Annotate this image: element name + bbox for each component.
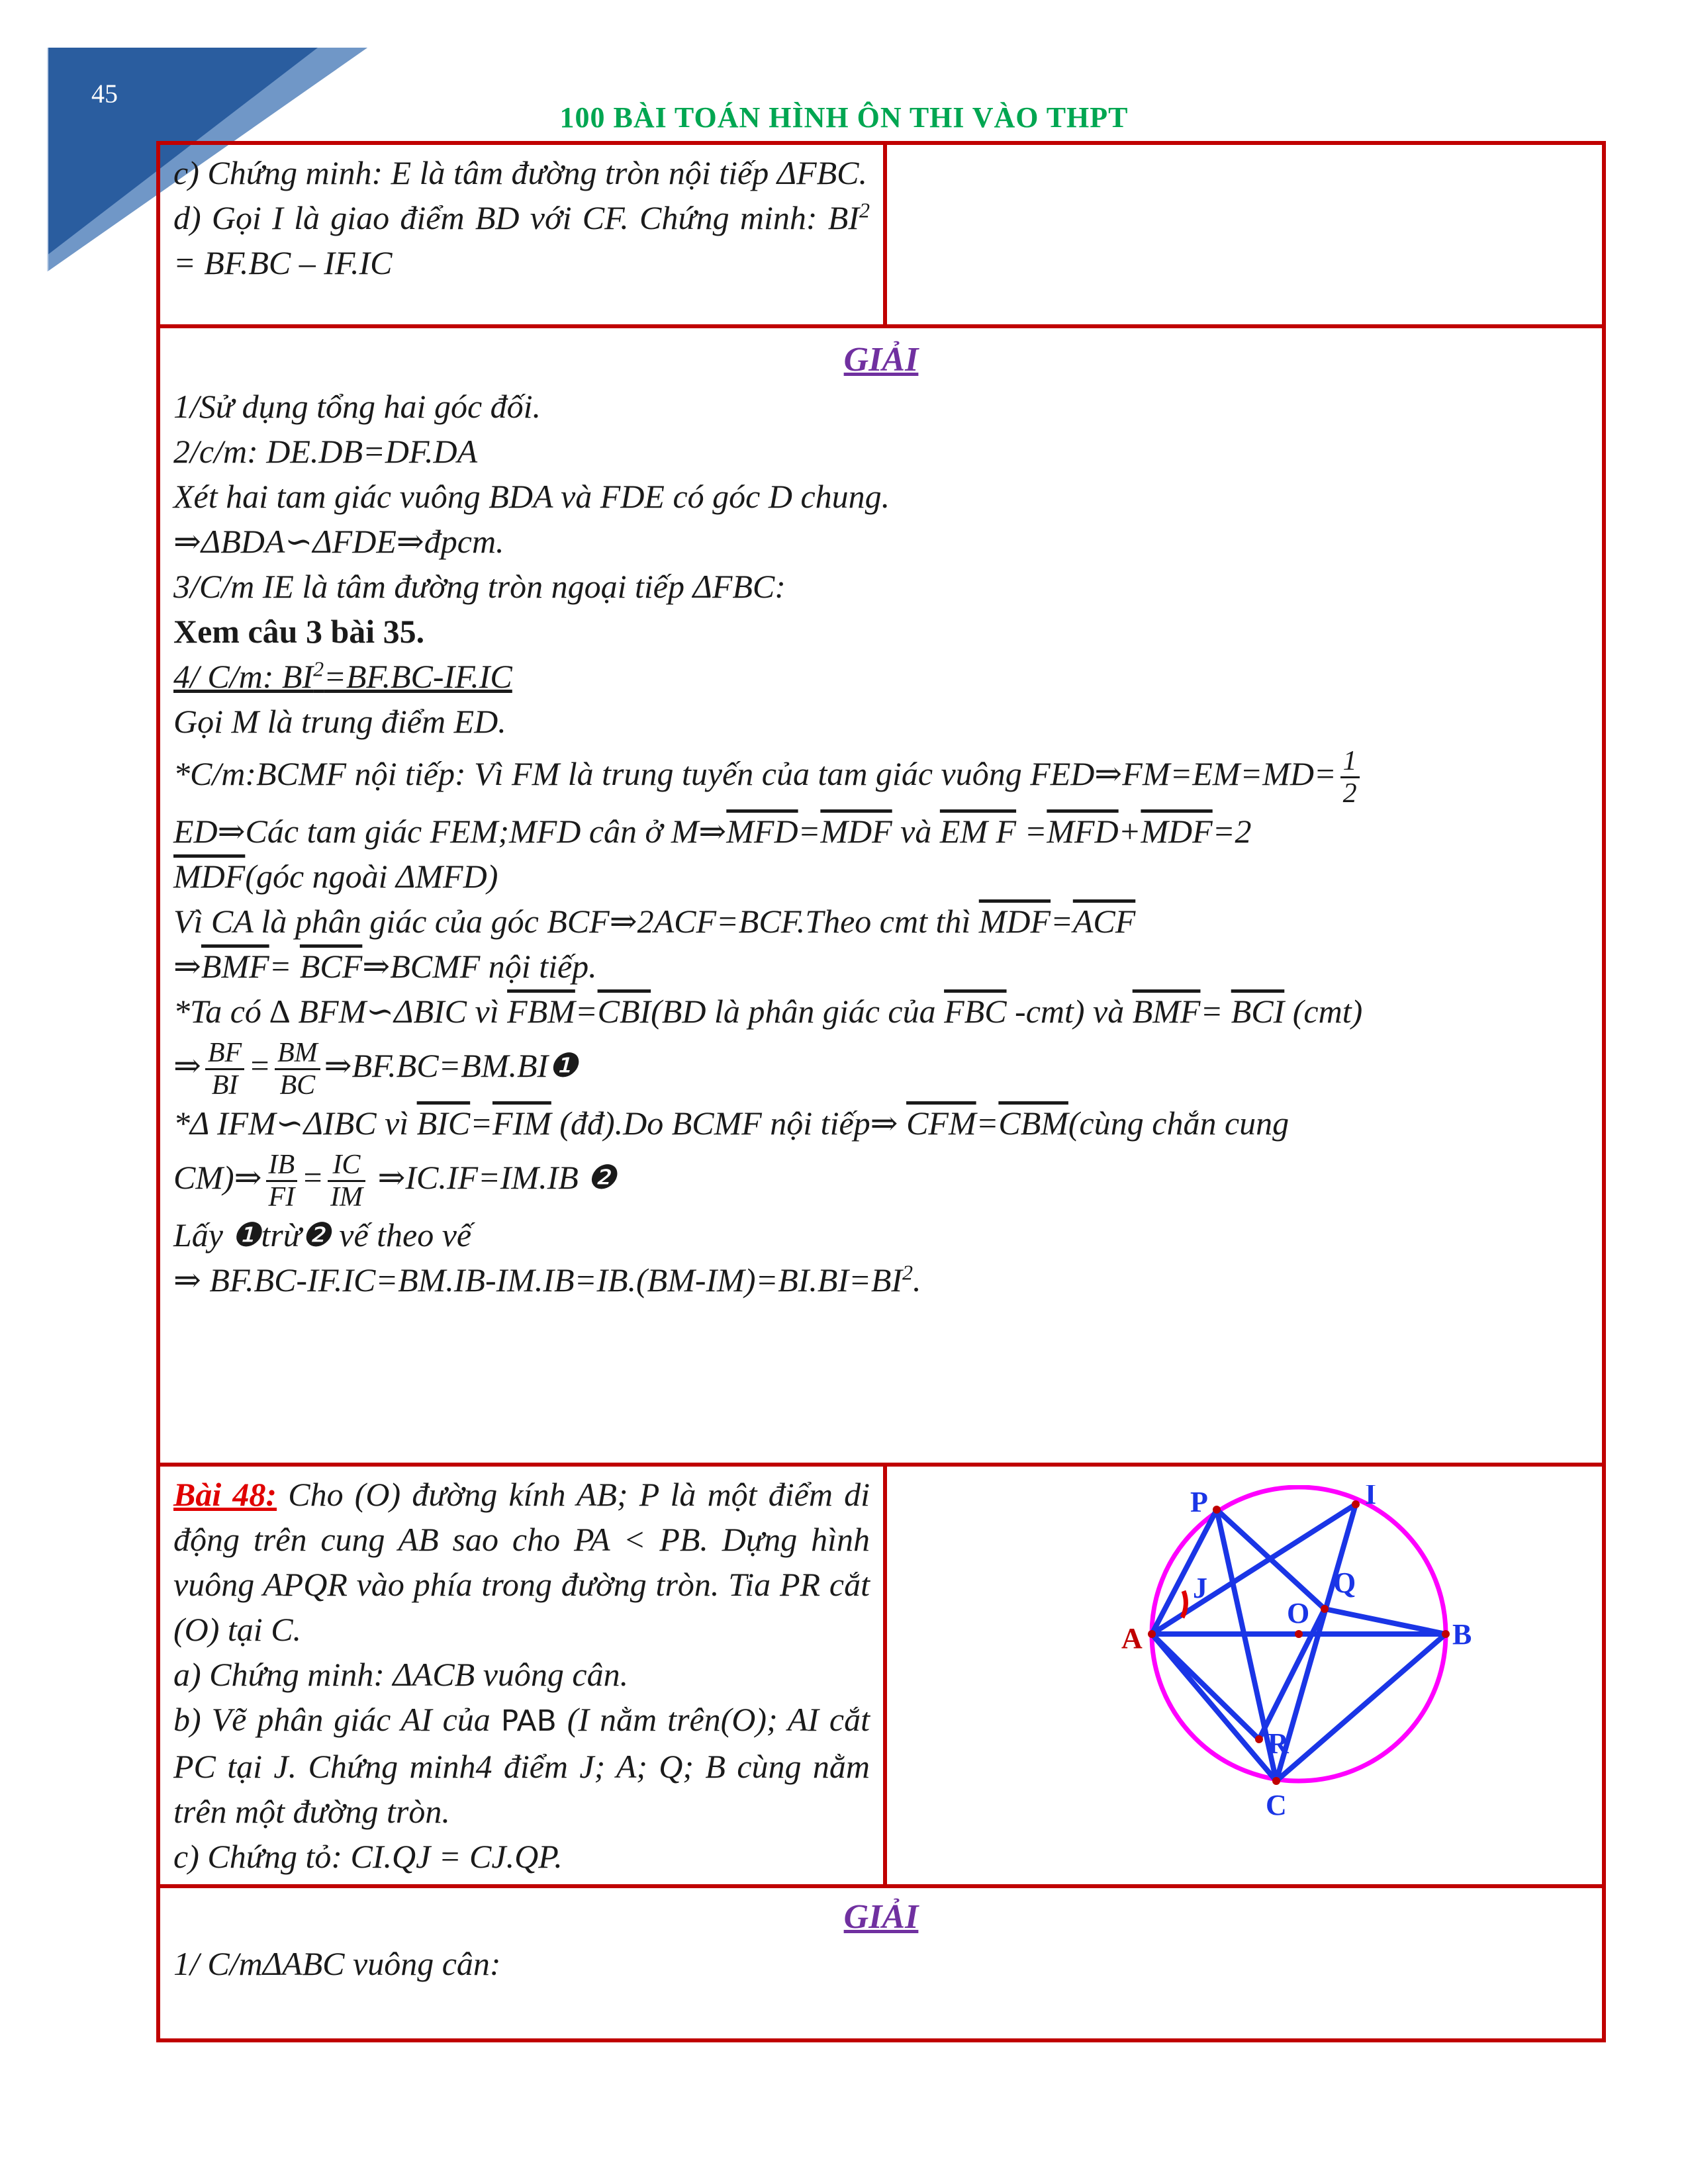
- giai1-line-16: [173, 1101, 1589, 1146]
- angle-fim: $\overline{FIM}$: [492, 1105, 551, 1142]
- angle-mdf: $\overline{MDF}$: [978, 903, 1051, 940]
- bai48-intro: [173, 1472, 870, 1652]
- giai2-line: 1/ C/mΔABC vuông cân:: [173, 1945, 501, 1982]
- bai47-figure-cell: [885, 143, 1604, 326]
- content-table: [156, 141, 1606, 2042]
- bai48-label: Bài 48:: [173, 1476, 277, 1513]
- label-q: Q: [1333, 1567, 1356, 1599]
- giai1-ref-line: Xem câu 3 bài 35.: [173, 613, 425, 650]
- giai1-line: ⇒ΔBDA∽ΔFDE⇒đpcm.: [173, 523, 504, 560]
- angle-acf: $\overline{ACF}$: [1072, 903, 1136, 940]
- segment-qb: [1325, 1609, 1446, 1634]
- eq: =: [470, 1105, 492, 1142]
- angle-bcf: $\overline{BCF}$: [299, 948, 363, 985]
- point-r: [1255, 1735, 1263, 1743]
- geometry-figure: [1013, 1485, 1476, 1856]
- angle-bmf: $\overline{BMF}$: [201, 948, 269, 985]
- giai1-final-line: [173, 1257, 1589, 1302]
- label-p: P: [1190, 1486, 1208, 1518]
- point-a: [1148, 1630, 1156, 1638]
- l19-text: .: [913, 1261, 921, 1299]
- bai48-b-text: (I nằm trên(O); AI cắt PC tại J. Chứng minh4 điểm J; A; Q; B cùng nằm trên một đường tròn.: [173, 1701, 870, 1830]
- frac-num: BF: [205, 1038, 244, 1070]
- l9-text: *C/m:BCMF nội tiếp: Vì FM là trung tuyến của tam giác vuông FED⇒FM=EM=MD=: [173, 755, 1336, 792]
- giai1-line-11: [173, 854, 1589, 899]
- l14-text: -cmt) và: [1006, 993, 1133, 1030]
- header-title: 100 BÀI TOÁN HÌNH ÔN THI VÀO THPT: [559, 101, 1129, 134]
- l10-text: =2: [1212, 813, 1252, 850]
- l16-text: (cùng chắn cung: [1068, 1105, 1289, 1142]
- frac-num: IC: [328, 1150, 365, 1182]
- bai47-part-c: c) Chứng minh: E là tâm đường tròn nội tiếp ΔFBC.: [173, 154, 867, 191]
- label-b: B: [1452, 1618, 1472, 1651]
- bai48-problem-cell: [158, 1465, 885, 1886]
- fraction-ib-fi: [266, 1150, 298, 1212]
- l12-text: Vì CA là phân giác của góc BCF⇒2ACF=BCF.Theo cmt thì: [173, 903, 979, 940]
- part4-text-2: =BF.BC-IF.IC: [324, 658, 512, 695]
- frac-num: IB: [266, 1150, 298, 1182]
- angle-bic: $\overline{BIC}$: [416, 1105, 471, 1142]
- giai1-line-15: [173, 1034, 1589, 1101]
- giai1-line-9: [173, 744, 1589, 809]
- angle-mark-a: [1182, 1591, 1186, 1617]
- angle-fbm: $\overline{FBM}$: [507, 993, 575, 1030]
- angle-cbi: $\overline{CBI}$: [597, 993, 651, 1030]
- eq: =: [248, 1047, 271, 1085]
- eq: =: [269, 948, 292, 985]
- angle-mdf: $\overline{MDF}$: [1141, 813, 1213, 850]
- point-i: [1352, 1500, 1360, 1508]
- l15-text: ⇒BF.BC=BM.BI❶: [324, 1047, 578, 1085]
- fraction-bf-bi: [205, 1038, 244, 1101]
- l14-text: (BD là phân giác của: [651, 993, 945, 1030]
- bai48-intro-text: Cho (O) đường kính AB; P là một điểm di động trên cung AB sao cho PA < PB. Dựng hình vuông APQR vào phía trong đường tròn. Tia PR cắt (O) tại C.: [173, 1476, 870, 1648]
- angle-mdf: $\overline{MDF}$: [173, 858, 246, 895]
- label-c: C: [1266, 1789, 1287, 1821]
- l16-text: *Δ IFM∽ΔIBC vì: [173, 1105, 417, 1142]
- eq: =: [798, 813, 821, 850]
- point-p: [1213, 1506, 1221, 1514]
- frac-den: 2: [1342, 778, 1357, 809]
- plus: +: [1118, 813, 1141, 850]
- angle-mfd: $\overline{MFD}$: [1047, 813, 1119, 850]
- eq: =: [575, 993, 598, 1030]
- part4-text: 4/ C/m: BI: [173, 658, 314, 695]
- bai48-b-pab: PAB: [500, 1704, 557, 1738]
- giai1-part4-title: [173, 654, 1589, 699]
- giai1-line: Gọi M là trung điểm ED.: [173, 703, 506, 740]
- l11-text: (góc ngoài ΔMFD): [245, 858, 498, 895]
- giai2-cell: [158, 1886, 1604, 2040]
- bai48-part-c: c) Chứng tỏ: CI.QJ = CJ.QP.: [173, 1838, 563, 1875]
- angle-bmf: $\overline{BMF}$: [1132, 993, 1201, 1030]
- angle-mdf: $\overline{MDF}$: [820, 813, 892, 850]
- l17-text: CM)⇒: [173, 1159, 262, 1197]
- fraction-bm-bc: [275, 1038, 320, 1101]
- l13-text: ⇒: [173, 948, 201, 985]
- part4-sup: 2: [313, 657, 324, 681]
- fraction-half: [1340, 746, 1360, 809]
- l10-text: và: [892, 813, 940, 850]
- l10-text: ED⇒Các tam giác FEM;MFD cân ở M⇒: [173, 813, 727, 850]
- bai48-figure-cell: [885, 1465, 1604, 1886]
- label-j: J: [1193, 1572, 1207, 1604]
- bai48-row: [158, 1465, 1604, 1886]
- frac-num: BM: [275, 1038, 320, 1070]
- bai47-row: [158, 143, 1604, 326]
- giai1-line: Xét hai tam giác vuông BDA và FDE có góc D chung.: [173, 478, 890, 515]
- frac-den: IM: [330, 1182, 363, 1213]
- giai1-cell: [158, 326, 1604, 1465]
- label-o: O: [1287, 1597, 1310, 1629]
- eq: =: [1200, 993, 1223, 1030]
- l10-text: =: [1016, 813, 1047, 850]
- l17-text: ⇒IC.IF=IM.IB ❷: [369, 1159, 617, 1197]
- angle-emf: EM F: [939, 813, 1017, 850]
- giai1-line-10: [173, 809, 1589, 854]
- bai48-b-text: b) Vẽ phân giác AI của: [173, 1701, 501, 1738]
- bai47-part-d: [173, 195, 870, 285]
- bai47-d-text: d) Gọi I là giao điểm BD với CF. Chứng minh: BI: [173, 199, 859, 236]
- angle-cfm: $\overline{CFM}$: [906, 1105, 976, 1142]
- l19-sup: 2: [902, 1260, 914, 1285]
- giai1-line: 3/C/m IE là tâm đường tròn ngoại tiếp ΔFBC:: [173, 568, 786, 605]
- l14-text: (cmt): [1284, 993, 1363, 1030]
- point-q: [1321, 1605, 1329, 1613]
- label-a: A: [1121, 1622, 1143, 1655]
- giai2-row: [158, 1886, 1604, 2040]
- eq: =: [1051, 903, 1073, 940]
- bai47-d-text-2: = BF.BC – IF.IC: [173, 244, 393, 281]
- frac-den: FI: [268, 1182, 295, 1213]
- l16-text: (đđ).Do BCMF nội tiếp⇒: [551, 1105, 907, 1142]
- frac-den: BI: [211, 1070, 238, 1101]
- giai1-line-17: [173, 1146, 1589, 1212]
- l15-text: ⇒: [173, 1047, 201, 1085]
- label-r: R: [1268, 1727, 1289, 1760]
- bai48-part-a: a) Chứng minh: ΔACB vuông cân.: [173, 1656, 629, 1693]
- giai1-line: Lấy ❶trừ❷ vế theo vế: [173, 1216, 472, 1254]
- eq: =: [976, 1105, 999, 1142]
- bai48-part-b: [173, 1697, 870, 1834]
- giai1-line: 2/c/m: DE.DB=DF.DA: [173, 433, 478, 470]
- frac-den: BC: [279, 1070, 316, 1101]
- giai1-row: [158, 326, 1604, 1465]
- page-number: 45: [91, 79, 118, 109]
- angle-mfd: $\overline{MFD}$: [726, 813, 798, 850]
- giai1-line: 1/Sử dụng tổng hai góc đối.: [173, 388, 541, 425]
- point-b: [1442, 1630, 1450, 1638]
- bai47-d-sup: 2: [859, 198, 870, 222]
- eq: =: [301, 1159, 324, 1197]
- giai1-line-14: [173, 989, 1589, 1034]
- angle-bci: $\overline{BCI}$: [1231, 993, 1285, 1030]
- giai2-title: GIẢI: [843, 1898, 919, 1936]
- label-i: I: [1365, 1485, 1377, 1510]
- angle-cbm: $\overline{CBM}$: [998, 1105, 1068, 1142]
- giai1-line-13: [173, 944, 1589, 989]
- fraction-ic-im: [328, 1150, 365, 1212]
- giai1-title: GIẢI: [843, 341, 919, 379]
- point-o: [1295, 1630, 1303, 1638]
- frac-num: 1: [1340, 746, 1360, 778]
- angle-fbc: $\overline{FBC}$: [944, 993, 1007, 1030]
- l19-text: ⇒ BF.BC-IF.IC=BM.IB-IM.IB=IB.(BM-IM)=BI.BI=BI: [173, 1261, 903, 1299]
- l13-text: ⇒BCMF nội tiếp.: [362, 948, 597, 985]
- bai47-problem-cell: [158, 143, 885, 326]
- point-c: [1272, 1777, 1280, 1785]
- l14-text: *Ta có ∆ BFM∽ΔBIC vì: [173, 993, 508, 1030]
- giai1-line-12: [173, 899, 1589, 944]
